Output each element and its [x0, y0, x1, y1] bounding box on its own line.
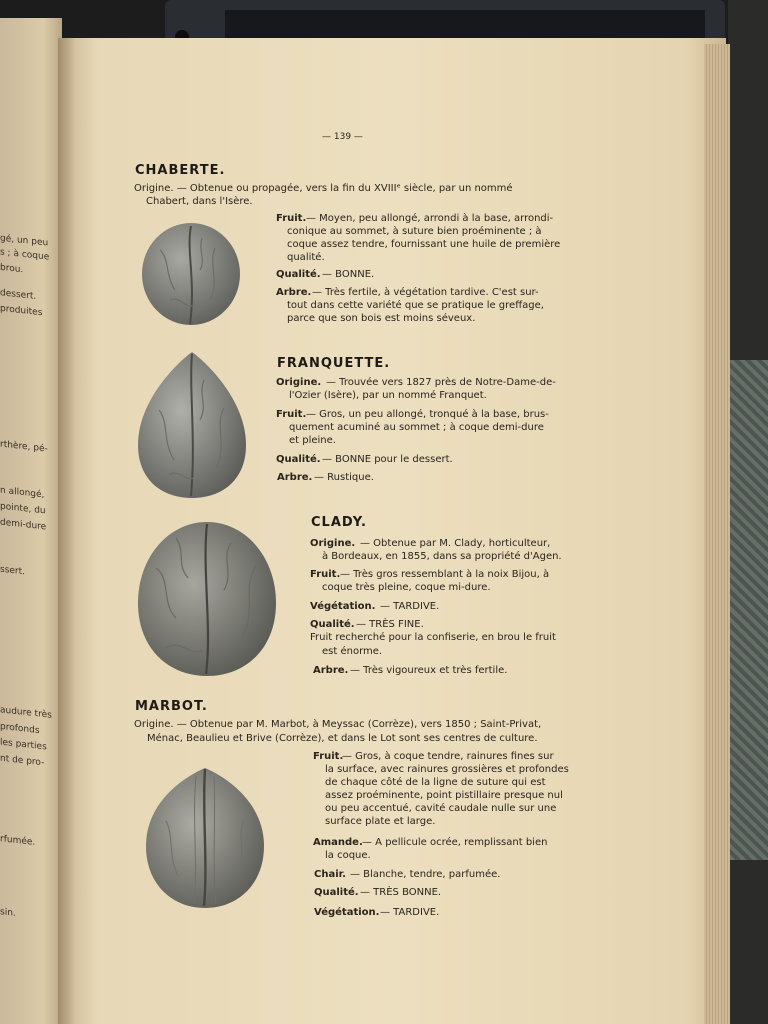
field-label: Fruit. — [313, 751, 344, 762]
origin-line: Ménac, Beaulieu et Brive (Corrèze), et dans le Lot sont ses centres de culture. — [147, 733, 538, 744]
field-text: — Trouvée vers 1827 près de Notre-Dame-de- — [326, 377, 556, 388]
field-label: Fruit. — [310, 569, 341, 580]
left-page-text: audure très — [0, 705, 52, 721]
field-text: — Blanche, tendre, parfumée. — [350, 869, 501, 880]
walnut-image-clady — [136, 518, 278, 678]
field-text: assez proéminente, point pistillaire presque nul — [325, 790, 563, 801]
left-page-text: n allongé, — [0, 485, 45, 501]
left-page-text: dessert. — [0, 288, 37, 302]
left-page-text: produites — [0, 303, 43, 319]
field-text: — Rustique. — [314, 472, 374, 483]
field-text: quement acuminé au sommet ; à coque demi-dure — [289, 422, 544, 433]
field-text: — Très vigoureux et très fertile. — [350, 665, 508, 676]
left-page-text: sin. — [0, 907, 16, 919]
variety-title-chaberte: CHABERTE. — [135, 163, 226, 178]
field-text: — TARDIVE. — [380, 601, 440, 612]
field-label: Végétation. — [310, 601, 376, 612]
left-page-text: brou. — [0, 262, 24, 276]
field-text: Fruit recherché pour la confiserie, en brou le fruit — [310, 632, 556, 643]
field-text: conique au sommet, à suture bien proéminente ; à — [287, 226, 542, 237]
field-text: — A pellicule ocrée, remplissant bien — [362, 837, 548, 848]
field-text: — Très fertile, à végétation tardive. C'est sur- — [312, 287, 539, 298]
left-page-text: rthère, pé- — [0, 439, 48, 455]
field-text: surface plate et large. — [325, 816, 436, 827]
field-label: Qualité. — [310, 619, 355, 630]
variety-title-franquette: FRANQUETTE. — [277, 356, 391, 371]
field-label: Arbre. — [277, 472, 313, 483]
field-text: parce que son bois est moins séveux. — [287, 313, 476, 324]
field-label: Arbre. — [313, 665, 349, 676]
field-text: la surface, avec rainures grossières et profondes — [325, 764, 569, 775]
field-text: — BONNE pour le dessert. — [322, 454, 453, 465]
field-text: — Gros, un peu allongé, tronqué à la base, brus- — [306, 409, 549, 420]
field-text: — Très gros ressemblant à la noix Bijou, à — [340, 569, 550, 580]
field-label: Qualité. — [276, 269, 321, 280]
page-gutter-shadow — [58, 38, 76, 1024]
field-label: Origine. — [310, 538, 356, 549]
field-label: Origine. — [276, 377, 322, 388]
left-page — [0, 18, 62, 1024]
field-text: est énorme. — [322, 646, 383, 657]
field-text: coque assez tendre, fournissant une huile de première — [287, 239, 561, 250]
field-label: Fruit. — [276, 213, 307, 224]
field-text: — TRÈS FINE. — [356, 619, 424, 630]
field-text: à Bordeaux, en 1855, dans sa propriété d'Agen. — [322, 551, 562, 562]
field-text: — TARDIVE. — [380, 907, 440, 918]
field-label: Chair. — [314, 869, 346, 880]
page-edges — [704, 44, 730, 1024]
variety-title-clady: CLADY. — [311, 515, 367, 530]
left-page-text: demi-dure — [0, 517, 47, 533]
left-page-text: gé, un peu — [0, 233, 49, 249]
origin-line: Chabert, dans l'Isère. — [146, 196, 253, 207]
field-label: Végétation. — [314, 907, 380, 918]
left-page-text: pointe, du — [0, 501, 46, 517]
field-label: Fruit. — [276, 409, 307, 420]
walnut-image-marbot — [144, 766, 266, 910]
field-text: l'Ozier (Isère), par un nommé Franquet. — [289, 390, 487, 401]
left-page-text: profonds — [0, 721, 40, 737]
field-label: Arbre. — [276, 287, 312, 298]
field-text: de chaque côté de la ligne de suture qui est — [325, 777, 546, 788]
field-label: Amande. — [313, 837, 363, 848]
field-text: — Gros, à coque tendre, rainures fines sur — [342, 751, 554, 762]
field-text: qualité. — [287, 252, 325, 263]
origin-line: Origine. — Obtenue ou propagée, vers la fin du XVIIIᵉ siècle, par un nommé — [134, 183, 513, 194]
walnut-image-franquette — [134, 350, 250, 500]
field-text: — TRÈS BONNE. — [360, 887, 442, 898]
field-text: — Obtenue par M. Clady, horticulteur, — [360, 538, 551, 549]
page-number: — 139 — — [322, 132, 363, 142]
left-page-text: rfumée. — [0, 834, 36, 848]
origin-line: Origine. — Obtenue par M. Marbot, à Meyssac (Corrèze), vers 1850 ; Saint-Privat, — [134, 719, 542, 730]
field-text: tout dans cette variété que se pratique le greffage, — [287, 300, 544, 311]
field-text: — BONNE. — [322, 269, 375, 280]
left-page-text: nt de pro- — [0, 753, 45, 769]
device-screen — [225, 10, 705, 40]
left-page-text: les parties — [0, 737, 47, 753]
field-text: ou peu accentué, cavité caudale nulle sur une — [325, 803, 557, 814]
walnut-image-chaberte — [140, 220, 242, 328]
left-page-text: s ; à coque — [0, 247, 50, 263]
field-text: — Moyen, peu allongé, arrondi à la base, arrondi- — [306, 213, 554, 224]
field-text: et pleine. — [289, 435, 336, 446]
field-label: Qualité. — [314, 887, 359, 898]
field-text: coque très pleine, coque mi-dure. — [322, 582, 491, 593]
field-label: Qualité. — [276, 454, 321, 465]
variety-title-marbot: MARBOT. — [135, 699, 208, 714]
field-text: la coque. — [325, 850, 371, 861]
fabric-background — [730, 360, 768, 860]
left-page-text: ssert. — [0, 564, 26, 578]
